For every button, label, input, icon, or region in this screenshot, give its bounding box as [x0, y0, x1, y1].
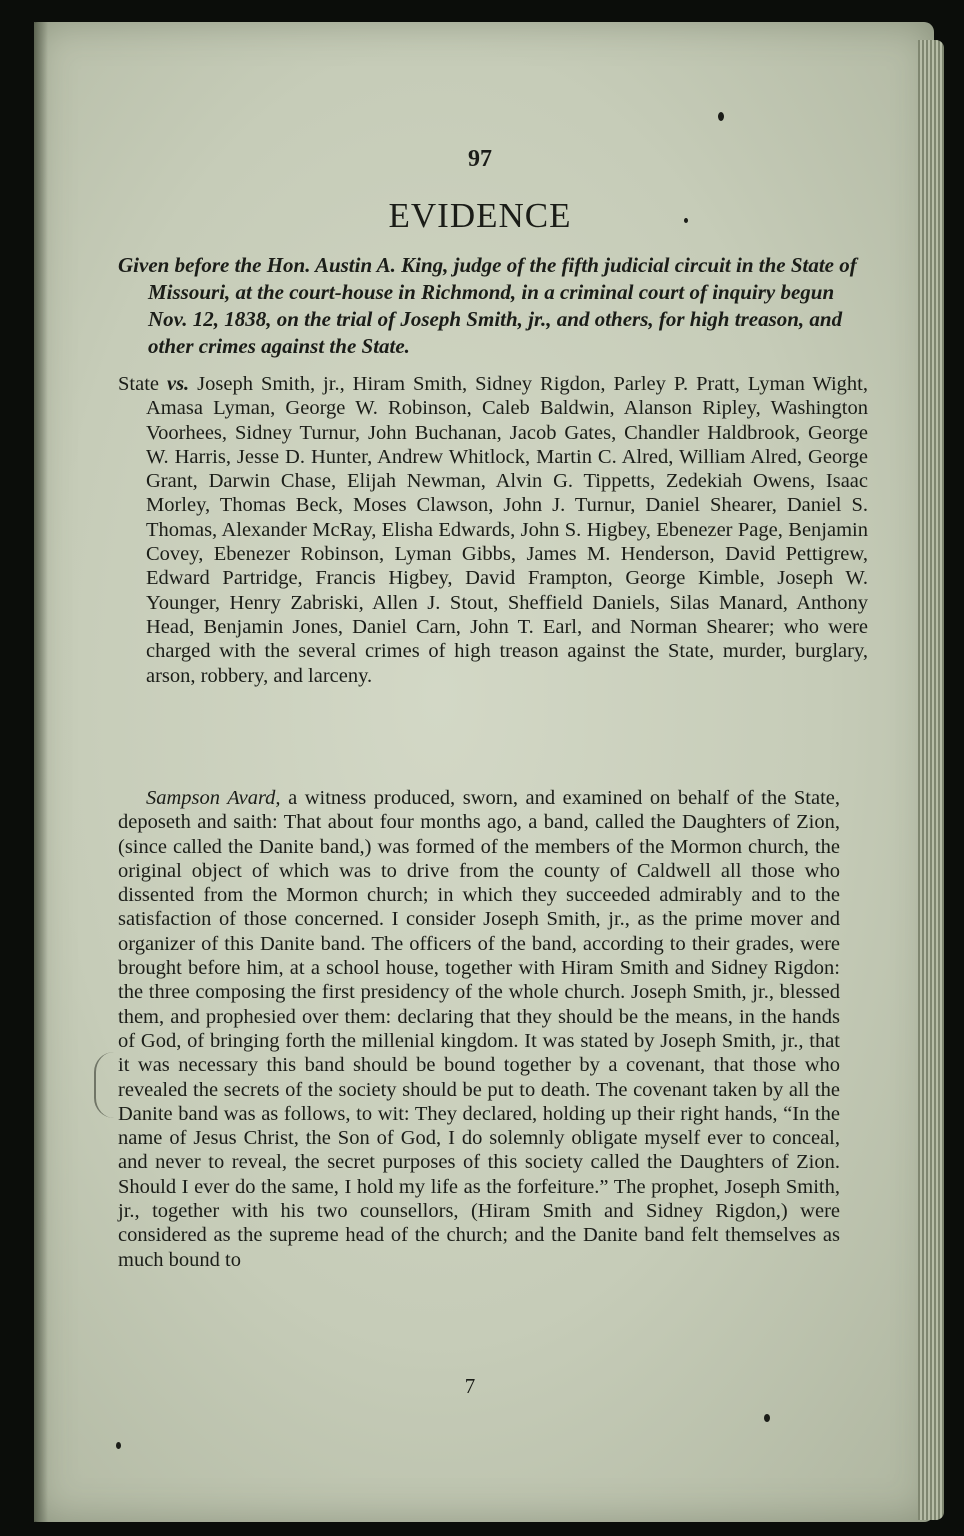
case-prefix: State [118, 373, 159, 395]
testimony-paragraph [118, 786, 840, 1272]
page-gutter [34, 22, 48, 1522]
defendants-list: Joseph Smith, jr., Hiram Smith, Sidney Rigdon, Parley P. Pratt, Lyman Wight, Amasa Lyman, George W. Robinson, Caleb Baldwin, Alanson Ripley, Washington Voorhees, Sidney Turnur, John Buchanan, Jacob Gates, Chandler Haldbrook, George W. Harris, Jesse D. Hunter, Andrew Whitlock, Martin C. Alred, William Alred, George Grant, Darwin Chase, Elijah Newman, Alvin G. Tippetts, Zedekiah Owens, Isaac Morley, Thomas Beck, Moses Clawson, John J. Turnur, Daniel Shearer, Daniel S. Thomas, Alexander McRay, Elisha Edwards, John S. Higbey, Ebenezer Page, Benjamin Covey, Ebenezer Robinson, Lyman Gibbs, James M. Henderson, David Pettigrew, Edward Partridge, Francis Higbey, David Frampton, George Kimble, Joseph W. Younger, Henry Zabriski, Allen J. Stout, Sheffield Daniels, Silas Manard, Anthony Head, Benjamin Jones, Daniel Carn, John T. Earl, and Norman Shearer; who were charged with the several crimes of high treason against the State, murder, burglary, arson, robbery, and larceny. [146, 373, 869, 687]
page-number: 97 [468, 146, 492, 172]
signature-mark: 7 [464, 1374, 476, 1398]
page-subtitle: Given before the Hon. Austin A. King, judge of the fifth judicial circuit in the State of Missouri, at the court-house in Richmond, in a criminal court of inquiry begun Nov. 12, 1838, on the trial of Joseph Smith, jr., and others, for high treason, and other crimes against the State. [118, 253, 857, 358]
ink-speck [764, 1414, 770, 1422]
testimony-text: a witness produced, sworn, and examined on behalf of the State, deposeth and saith: That about four months ago, a band, called the Daughters of Zion, (since called the Danite band,) was formed of the members of the Mormon church, the original object of which was to drive from the county of Caldwell all those who dissented from the Mormon church; in which they succeeded admirably and to the satisfaction of those concerned. I consider Joseph Smith, jr., as the prime mover and organizer of this Danite band. The officers of the band, according to their grades, were brought before him, at a school house, together with Hiram Smith and Sidney Rigdon: the three composing the first presidency of the whole church. Joseph Smith, jr., blessed them, and prophesied over them: declaring that they should be the means, in the hands of God, of bringing forth the millenial kingdom. It was stated by Joseph Smith, jr., that it was necessary this band should be bound together by a covenant, that those who revealed the secrets of the society should be put to death. The covenant taken by all the Danite band was as follows, to wit: They declared, holding up their right hands, “In the name of Jesus Christ, the Son of God, I do solemnly obligate myself ever to conceal, and never to reveal, the secret purposes of this society called the Daughters of Zion. Should I ever do the same, I hold my life as the forfeiture.” The prophet, Joseph Smith, jr., together with his two counsellors, (Hiram Smith and Sidney Rigdon,) were considered as the supreme head of the church; and the Danite band felt themselves as much bound to [118, 787, 840, 1271]
book-page [34, 22, 934, 1522]
ink-speck [116, 1442, 121, 1449]
witness-name: Sampson Avard, [146, 787, 281, 809]
margin-pencil-mark [94, 1052, 118, 1118]
ink-speck [684, 218, 688, 223]
page-edges [918, 40, 944, 1520]
case-parties [118, 372, 868, 688]
page-title: EVIDENCE [388, 196, 572, 235]
ink-speck [718, 112, 724, 121]
case-versus: vs. [166, 373, 190, 395]
